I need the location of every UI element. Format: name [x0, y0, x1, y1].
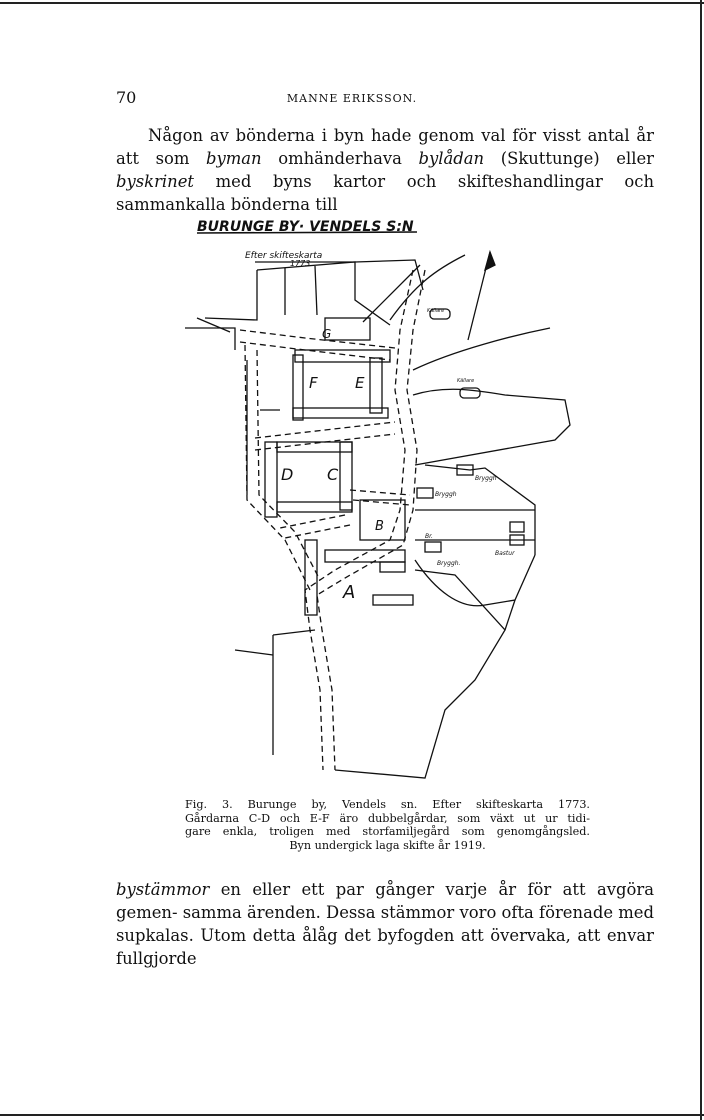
term-byladan: bylådan [418, 149, 485, 168]
village-map-figure [185, 210, 590, 790]
text-line: samma ärenden. Dessa stämmor voro ofta förenade med supkalas. [116, 903, 654, 945]
map-title: BURUNGE BY· VENDELS S:N [197, 219, 414, 235]
page-number: 70 [116, 88, 137, 107]
label-a: A [343, 582, 356, 603]
label-kallare-1: Källare [427, 308, 445, 314]
label-g: G [322, 327, 332, 341]
term-byman: byman [205, 149, 262, 168]
label-brygghus-1: Bryggh [475, 475, 497, 482]
label-br: Br. [425, 533, 433, 540]
label-kallare-2: Källare [457, 378, 475, 384]
bottom-border-line [0, 1114, 704, 1116]
top-border-line [0, 2, 704, 4]
label-b: B [375, 519, 384, 534]
label-e: E [355, 374, 365, 392]
paragraph-top: Någon av bönderna i byn hade genom val för visst antal år att som byman omhänderhava bylådan (Skuttunge) eller byskrinet med byns kartor och skifteshandlingar och sammankalla bönderna till [116, 126, 654, 214]
map-subtitle: Efter skifteskarta [245, 251, 323, 261]
figure-caption [185, 798, 590, 852]
text-line: byns kartor och skifteshandlingar och sammankalla bönderna till [116, 172, 654, 214]
term-bystammor: bystämmor [116, 880, 210, 899]
caption-line: gare enkla, troligen med storfamiljegård som genomgångsled. [185, 825, 590, 838]
running-head: MANNE ERIKSSON. [286, 92, 418, 105]
term-byskrinet: byskrinet [116, 172, 195, 191]
caption-line: Gårdarna C-D och E-F äro dubbelgårdar, som växt ut ur tidi- [185, 811, 590, 825]
right-border-line [700, 0, 702, 1120]
label-d: D [281, 465, 294, 484]
label-f: F [309, 374, 318, 392]
caption-line: Fig. 3. Burunge by, Vendels sn. Efter skifteskarta 1773. [185, 798, 590, 811]
label-brygghus-2: Bryggh [435, 491, 457, 498]
label-c: C [327, 465, 339, 484]
map-year: 1773 [290, 259, 311, 268]
label-brygghus-3: Bryggh. [437, 560, 461, 567]
text-line: Någon av bönderna i byn hade genom val för visst antal år att [116, 126, 654, 168]
label-bastur: Bastur [495, 550, 515, 557]
caption-line: Byn undergick laga skifte år 1919. [289, 838, 486, 852]
text-line: Utom detta ålåg det byfogden att övervaka, att envar fullgjorde [116, 926, 654, 968]
paragraph-bottom: bystämmor en eller ett par gånger varje år för att avgöra gemen- samma ärenden. Dessa stämmor voro ofta förenade med supkalas. Utom detta ålåg det byfogden att övervaka, att envar fullgjorde [116, 880, 654, 968]
